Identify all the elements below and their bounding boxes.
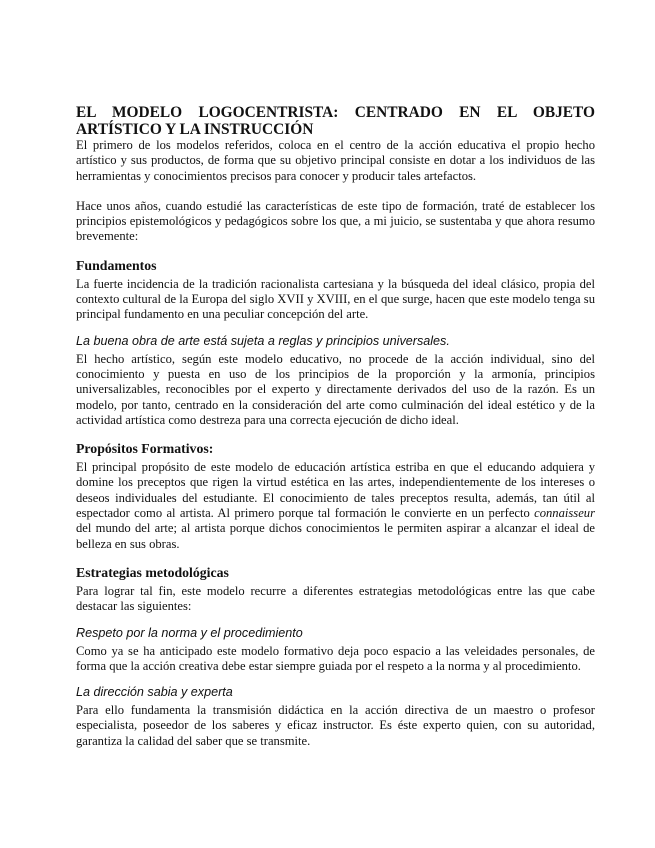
direccion-paragraph: Para ello fundamenta la transmisión didáctica en la acción directiva de un maestro o profesor especialista, poseedor de los saberes y eficaz instructor. Es éste experto quien, con su autoridad, garantiza la calidad del saber que se transmite. xyxy=(76,703,595,748)
intro-paragraph-1: El primero de los modelos referidos, coloca en el centro de la acción educativa el propio hecho artístico y sus productos, de forma que su objetivo principal consiste en dotar a los individuos de las herramientas y conocimientos precisos para conocer y producir tales artefactos. xyxy=(76,138,595,183)
buena-obra-paragraph: El hecho artístico, según este modelo educativo, no procede de la acción individual, sino del conocimiento y puesta en uso de los principios de la proporción y la armonía, principios universalizables, reconocibles por el experto y directamente derivados del uso de la razón. Es un modelo, por tanto, centrado en la consideración del arte como culminación del ideal estético y de la actividad artística como destreza para una correcta ejecución de dicho ideal. xyxy=(76,351,595,427)
propositos-text-after: del mundo del arte; al artista porque dichos conocimientos le permiten aspirar a alcanzar el ideal de belleza en sus obras. xyxy=(76,521,595,551)
document-page xyxy=(76,104,595,749)
title-line-1: EL MODELO LOGOCENTRISTA: CENTRADO EN EL OBJETO xyxy=(76,104,595,121)
propositos-italic-term: connaisseur xyxy=(534,506,595,521)
section-heading-fundamentos: Fundamentos xyxy=(76,257,157,273)
title-line-2: ARTÍSTICO Y LA INSTRUCCIÓN xyxy=(76,121,314,138)
fundamentos-paragraph: La fuerte incidencia de la tradición racionalista cartesiana y la búsqueda del ideal clásico, propia del contexto cultural de la Europa del siglo XVII y XVIII, en el que surge, hacen que este modelo tenga su principal fundamento en una peculiar concepción del arte. xyxy=(76,276,595,322)
respeto-paragraph: Como ya se ha anticipado este modelo formativo deja poco espacio a las veleidades personales, de forma que la acción creativa debe estar siempre guiada por el respeto a la norma y al procedimiento. xyxy=(76,643,595,673)
intro-paragraph-2: Hace unos años, cuando estudié las características de este tipo de formación, traté de establecer los principios epistemológicos y pedagógicos sobre los que, a mi juicio, se sustentaba y que ahora resumo brevemente: xyxy=(76,198,595,244)
estrategias-paragraph: Para lograr tal fin, este modelo recurre a diferentes estrategias metodológicas entre las que cabe destacar las siguientes: xyxy=(76,583,595,614)
subheading-respeto: Respeto por la norma y el procedimiento xyxy=(76,625,303,640)
subheading-buena-obra: La buena obra de arte está sujeta a reglas y principios universales. xyxy=(76,333,450,348)
propositos-text-before: El principal propósito de este modelo de educación artística estriba en que el educando adquiera y domine los preceptos que rigen la virtud estética en las artes, independientemente de los intereses o deseos individuales del estudiante. El conocimiento de tales preceptos resulta, además, tan útil al espectador como al artista. Al primero porque tal formación le convierte en un perfecto xyxy=(76,460,595,521)
propositos-paragraph xyxy=(76,460,595,552)
subheading-direccion: La dirección sabia y experta xyxy=(76,685,233,700)
section-heading-estrategias: Estrategias metodológicas xyxy=(76,564,229,580)
document-title xyxy=(76,104,595,138)
section-heading-propositos: Propósitos Formativos: xyxy=(76,441,214,457)
